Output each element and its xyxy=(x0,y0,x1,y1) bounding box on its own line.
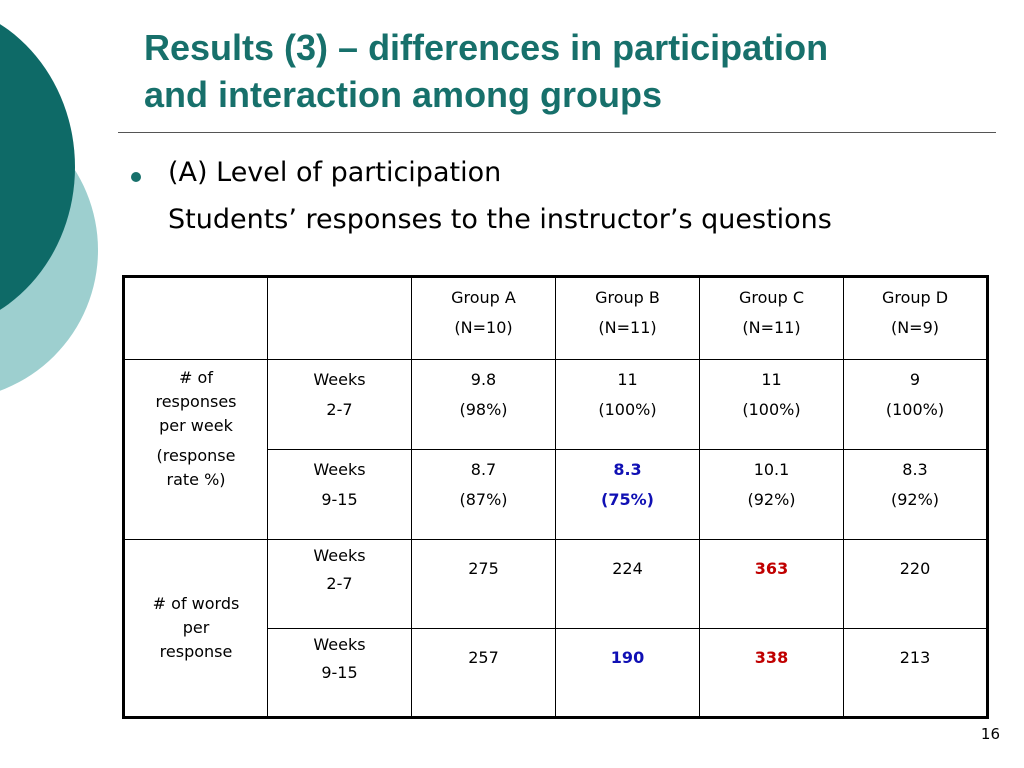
header-group-d xyxy=(844,277,988,360)
cell-value: 8.3 xyxy=(613,460,642,479)
cell-value: 257 xyxy=(468,648,499,667)
cell-percent: (98%) xyxy=(459,400,508,419)
value-cell xyxy=(700,450,844,540)
period-label: Weeks xyxy=(313,460,366,479)
metric1-line: rate %) xyxy=(166,470,226,489)
value-cell xyxy=(556,540,700,629)
value-cell xyxy=(412,450,556,540)
slide-title-line-2: and interaction among groups xyxy=(144,74,663,115)
page-number: 16 xyxy=(980,725,1000,743)
title-divider xyxy=(118,132,996,133)
group-c-n: (N=11) xyxy=(742,318,801,337)
cell-value: 9.8 xyxy=(470,370,497,389)
metric2-line: # of words xyxy=(152,594,240,613)
cell-percent: (100%) xyxy=(598,400,657,419)
table-row xyxy=(124,360,988,450)
cell-value: 213 xyxy=(899,648,931,667)
table-row xyxy=(124,540,988,629)
bullet-text: (A) Level of participation xyxy=(168,157,502,188)
cell-percent: (100%) xyxy=(742,400,801,419)
value-cell-highlight xyxy=(556,450,700,540)
period-range: 9-15 xyxy=(321,663,358,682)
slide-title-line-1: Results (3) – differences in participation xyxy=(144,27,829,68)
cell-value: 9 xyxy=(909,370,921,389)
metric1-line: responses xyxy=(155,392,237,411)
value-cell-highlight xyxy=(556,629,700,718)
period-cell xyxy=(268,360,412,450)
cell-value: 224 xyxy=(612,559,643,578)
value-cell-highlight xyxy=(700,629,844,718)
metric-responses-per-week xyxy=(124,360,268,540)
value-cell xyxy=(700,360,844,450)
period-label: Weeks xyxy=(313,546,366,565)
participation-table xyxy=(122,275,989,719)
value-cell xyxy=(844,450,988,540)
cell-value: 11 xyxy=(617,370,638,389)
period-label: Weeks xyxy=(313,635,366,654)
metric1-line: per week xyxy=(159,416,233,435)
cell-value: 275 xyxy=(468,559,499,578)
cell-percent: (75%) xyxy=(601,490,654,509)
header-empty-cell-1 xyxy=(124,277,268,360)
metric2-line: response xyxy=(159,642,233,661)
cell-value: 10.1 xyxy=(753,460,790,479)
group-d-name: Group D xyxy=(881,288,949,307)
header-group-b xyxy=(556,277,700,360)
period-label: Weeks xyxy=(313,370,366,389)
period-cell xyxy=(268,450,412,540)
slide-title xyxy=(144,24,1004,118)
group-d-n: (N=9) xyxy=(890,318,940,337)
group-b-n: (N=11) xyxy=(598,318,657,337)
group-a-name: Group A xyxy=(451,288,516,307)
value-cell xyxy=(412,540,556,629)
cell-value: 338 xyxy=(754,648,789,667)
group-c-name: Group C xyxy=(739,288,804,307)
value-cell xyxy=(844,629,988,718)
header-group-c xyxy=(700,277,844,360)
period-cell xyxy=(268,540,412,629)
value-cell xyxy=(556,360,700,450)
value-cell xyxy=(844,360,988,450)
period-range: 2-7 xyxy=(326,574,353,593)
value-cell xyxy=(412,360,556,450)
metric2-line: per xyxy=(182,618,210,637)
cell-value: 363 xyxy=(754,559,789,578)
cell-percent: (87%) xyxy=(459,490,508,509)
cell-value: 8.7 xyxy=(470,460,497,479)
cell-value: 190 xyxy=(610,648,645,667)
cell-percent: (92%) xyxy=(890,490,940,509)
value-cell xyxy=(844,540,988,629)
bullet-subtext: Students’ responses to the instructor’s questions xyxy=(168,204,832,235)
cell-percent: (100%) xyxy=(885,400,945,419)
period-range: 9-15 xyxy=(321,490,358,509)
bullet-icon xyxy=(131,172,141,182)
group-b-name: Group B xyxy=(595,288,660,307)
metric-words-per-response xyxy=(124,540,268,718)
group-a-n: (N=10) xyxy=(454,318,513,337)
header-group-a xyxy=(412,277,556,360)
header-empty-cell-2 xyxy=(268,277,412,360)
cell-percent: (92%) xyxy=(747,490,796,509)
metric1-line: # of xyxy=(179,368,213,387)
cell-value: 11 xyxy=(761,370,782,389)
table-header-row xyxy=(124,277,988,360)
period-cell xyxy=(268,629,412,718)
metric1-line: (response xyxy=(156,446,236,465)
value-cell xyxy=(412,629,556,718)
value-cell-highlight xyxy=(700,540,844,629)
cell-value: 8.3 xyxy=(902,460,928,479)
period-range: 2-7 xyxy=(326,400,353,419)
cell-value: 220 xyxy=(899,559,931,578)
